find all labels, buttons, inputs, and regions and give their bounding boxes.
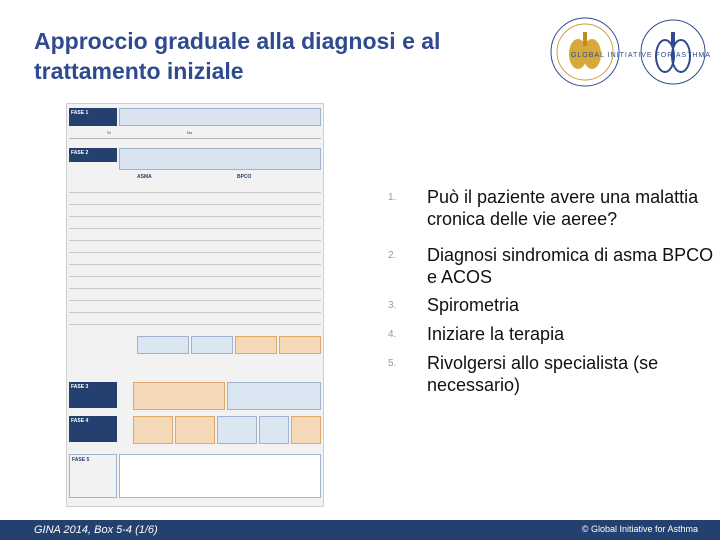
fase2-box: [191, 336, 233, 354]
fase2-row: [69, 242, 321, 253]
fase4-box: [217, 416, 257, 444]
gina-logo-text: GLOBAL INITIATIVE FOR ASTHMA: [570, 52, 711, 59]
fase2-row: [69, 266, 321, 277]
fase3-label: FASE 3: [69, 382, 117, 408]
col-bpco-header: BPCO: [237, 174, 252, 180]
fase5-label: FASE 5: [69, 454, 117, 498]
fase2-row: [69, 206, 321, 217]
figure-fase5: [67, 454, 323, 502]
fase2-box: [235, 336, 277, 354]
gina-box-figure: [66, 103, 324, 507]
fase4-box: [175, 416, 215, 444]
list-item-text: Diagnosi sindromica di asma BPCO e ACOS: [427, 245, 714, 287]
fase2-body: [119, 148, 321, 170]
figure-fase3: [67, 382, 323, 412]
fase3-box: [133, 382, 225, 410]
list-item-number: 1.: [388, 192, 397, 203]
fase3-box: [227, 382, 321, 410]
footer-bar: [0, 520, 720, 540]
fase5-body: [119, 454, 321, 498]
fase4-box: [259, 416, 289, 444]
figure-fase2: [67, 148, 323, 328]
fase4-box: [133, 416, 173, 444]
fase4-label: FASE 4: [69, 416, 117, 442]
fase1-si: Sì: [107, 130, 111, 135]
figure-fase4: [67, 416, 323, 446]
fase1-divider: [69, 138, 321, 139]
logos: [545, 12, 715, 92]
fase2-row: [69, 278, 321, 289]
fase2-row: [69, 218, 321, 229]
footer-source: GINA 2014, Box 5-4 (1/6): [34, 524, 158, 536]
footer-copyright: © Global Initiative for Asthma: [581, 524, 698, 534]
fase2-row: [69, 290, 321, 301]
list-item-number: 4.: [388, 329, 397, 340]
list-item-text: Iniziare la terapia: [427, 324, 565, 344]
fase1-body: [119, 108, 321, 126]
list-item-text: Può il paziente avere una malattia cronica delle vie aeree?: [427, 187, 699, 229]
list-item-number: 5.: [388, 358, 397, 369]
list-item-text: Rivolgersi allo specialista (se necessario): [427, 353, 659, 395]
fase2-row: [69, 182, 321, 193]
figure-fase1: [67, 108, 323, 146]
fase2-box: [137, 336, 189, 354]
fase2-row: [69, 302, 321, 313]
fase1-label: FASE 1: [69, 108, 117, 126]
fase2-row: [69, 194, 321, 205]
list-item-number: 2.: [388, 250, 397, 261]
fase1-no: No: [187, 130, 193, 135]
fase4-box: [291, 416, 321, 444]
col-asma-header: ASMA: [137, 174, 152, 180]
fase2-row: [69, 314, 321, 325]
list-item-number: 3.: [388, 300, 397, 311]
fase2-row: [69, 230, 321, 241]
fase2-label: FASE 2: [69, 148, 117, 162]
list-item-text: Spirometria: [427, 295, 520, 315]
fase2-row: [69, 254, 321, 265]
slide-title: Approccio graduale alla diagnosi e al trattamento iniziale: [34, 28, 441, 84]
fase2-box: [279, 336, 321, 354]
